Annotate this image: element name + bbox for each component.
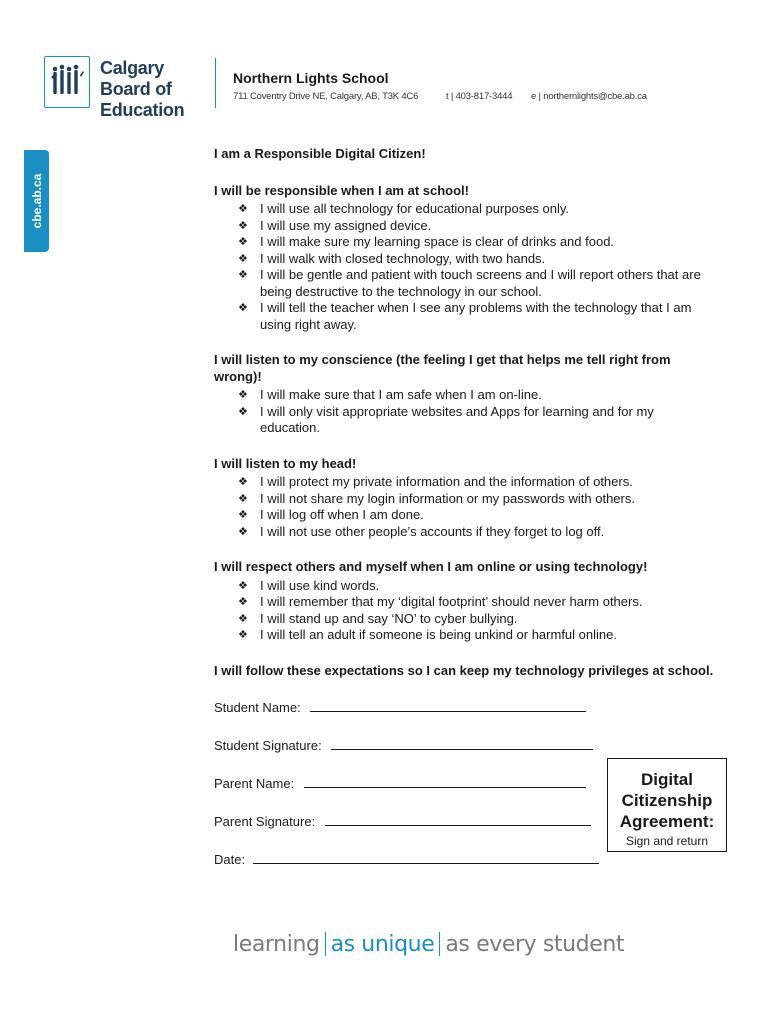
diamond-bullet-icon: ❖ xyxy=(238,203,248,215)
side-tab xyxy=(24,150,49,252)
list-item: ❖ I will only visit appropriate websites and Apps for learning and for my education. xyxy=(238,403,654,435)
date-field[interactable] xyxy=(253,853,599,864)
diamond-bullet-icon: ❖ xyxy=(238,236,248,248)
badge-title: Digital Citizenship Agreement: xyxy=(619,770,715,831)
cbe-logo xyxy=(44,56,216,120)
list-item: ❖ I will make sure my learning space is clear of drinks and food. xyxy=(238,234,615,249)
section-heading: I will listen to my head! xyxy=(214,455,357,471)
list-item: ❖ I will be gentle and patient with touch screens and I will report others that are being destructive to the technology in our school. xyxy=(238,267,701,299)
list-item: ❖ I will use all technology for educational purposes only. xyxy=(238,201,570,216)
parent-name-label: Parent Name: xyxy=(214,776,295,791)
student-name-label: Student Name: xyxy=(214,700,301,715)
list-item: ❖ I will not share my login information or my passwords with others. xyxy=(238,490,635,506)
parent-name-field[interactable] xyxy=(304,777,586,788)
date-row xyxy=(214,852,714,890)
diamond-bullet-icon: ❖ xyxy=(238,389,248,401)
list-item: ❖ I will tell an adult if someone is being unkind or harmful online. xyxy=(238,627,617,642)
tagline-part-1: learning xyxy=(233,932,320,957)
diamond-bullet-icon: ❖ xyxy=(238,219,248,232)
bullet-list xyxy=(214,578,714,644)
document-title: I am a Responsible Digital Citizen! xyxy=(214,146,426,161)
logo-text: Calgary Board of Education xyxy=(100,58,185,120)
student-name-row xyxy=(214,700,714,738)
school-name: Northern Lights School xyxy=(233,70,389,86)
list-item: ❖ I will remember that my ‘digital footprint’ should never harm others. xyxy=(238,594,643,609)
list-item: ❖ I will walk with closed technology, with two hands. xyxy=(238,250,546,266)
list-item: ❖ I will use kind words. xyxy=(238,577,380,593)
diamond-bullet-icon: ❖ xyxy=(238,509,248,521)
diamond-bullet-icon: ❖ xyxy=(238,269,248,281)
school-email: e | northernlights@cbe.ab.ca xyxy=(531,91,647,102)
student-name-field[interactable] xyxy=(310,701,586,712)
diamond-bullet-icon: ❖ xyxy=(238,405,248,418)
student-signature-field[interactable] xyxy=(331,739,593,750)
list-item: ❖ I will log off when I am done. xyxy=(238,507,424,522)
diamond-bullet-icon: ❖ xyxy=(238,612,248,625)
section-heading: I will be responsible when I am at school! xyxy=(214,182,469,198)
tagline-part-2: as unique xyxy=(330,932,435,957)
student-signature-label: Student Signature: xyxy=(214,738,322,753)
tagline-divider xyxy=(325,932,326,956)
bullet-list xyxy=(214,474,714,540)
diamond-bullet-icon: ❖ xyxy=(238,252,248,265)
bullet-list xyxy=(214,201,714,333)
badge-subtitle: Sign and return xyxy=(625,834,709,848)
header-divider xyxy=(215,58,216,108)
agreement-badge xyxy=(607,758,727,852)
list-item: ❖ I will stand up and say ‘NO’ to cyber bullying. xyxy=(238,610,518,626)
closing-statement: I will follow these expectations so I can keep my technology privileges at school. xyxy=(214,662,714,678)
list-item: ❖ I will tell the teacher when I see any problems with the technology that I am using right away. xyxy=(238,300,692,332)
diamond-bullet-icon: ❖ xyxy=(238,629,248,641)
diamond-bullet-icon: ❖ xyxy=(238,525,248,538)
tagline-part-3: as every student xyxy=(445,932,625,957)
people-silhouette-icon xyxy=(44,56,90,108)
diamond-bullet-icon: ❖ xyxy=(238,476,248,488)
school-phone: t | 403-817-3444 xyxy=(446,91,513,102)
list-item: ❖ I will make sure that I am safe when I am on-line. xyxy=(238,387,542,402)
list-item: ❖ I will protect my private information and the information of others. xyxy=(238,474,633,489)
diamond-bullet-icon: ❖ xyxy=(238,302,248,314)
list-item: ❖ I will not use other people’s accounts if they forget to log off. xyxy=(238,523,605,539)
section-heading: I will listen to my conscience (the feeling I get that helps me tell right from wrong)! xyxy=(214,352,671,384)
footer-tagline xyxy=(233,932,624,957)
section-heading: I will respect others and myself when I am online or using technology! xyxy=(214,559,648,574)
diamond-bullet-icon: ❖ xyxy=(238,596,248,608)
list-item: ❖ I will use my assigned device. xyxy=(238,217,432,233)
diamond-bullet-icon: ❖ xyxy=(238,492,248,505)
parent-signature-field[interactable] xyxy=(325,815,591,826)
school-address: 711 Coventry Drive NE, Calgary, AB, T3K 4C6 xyxy=(233,91,419,102)
parent-signature-label: Parent Signature: xyxy=(214,814,316,829)
diamond-bullet-icon: ❖ xyxy=(238,579,248,592)
date-label: Date: xyxy=(214,852,246,867)
tagline-divider xyxy=(439,932,440,956)
side-tab-text: cbe.ab.ca xyxy=(29,173,44,229)
bullet-list xyxy=(214,387,714,437)
